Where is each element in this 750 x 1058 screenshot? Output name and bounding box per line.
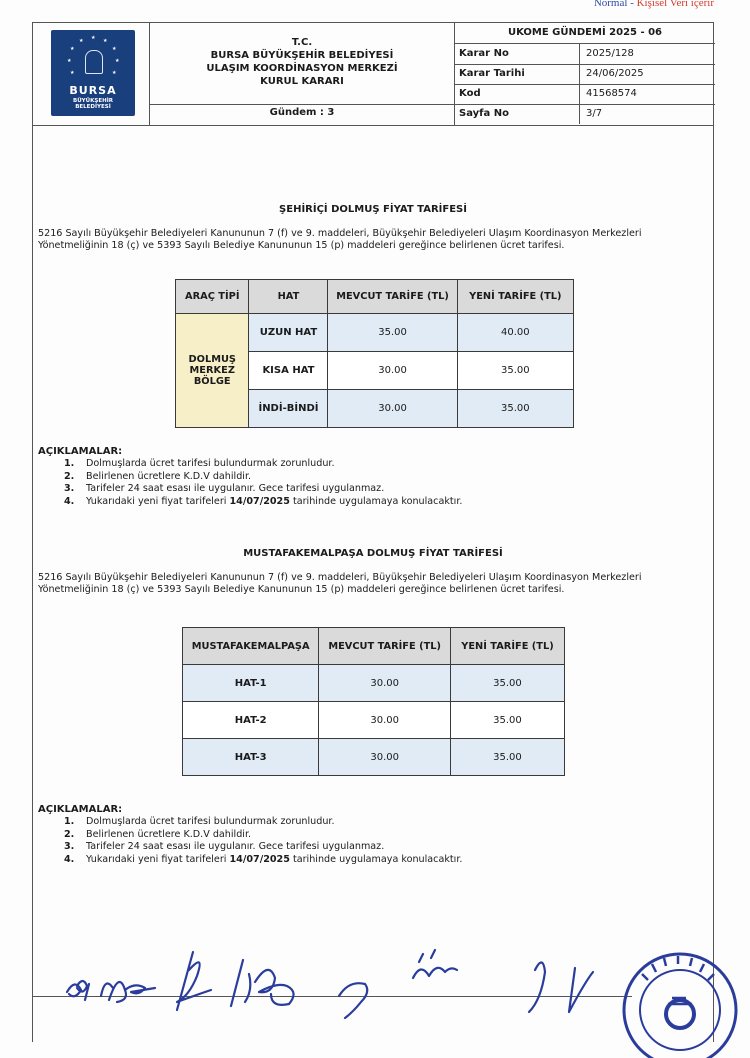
signature-1 [67, 981, 89, 1000]
new-fare-cell: 35.00 [457, 390, 573, 428]
list-item: 4. Yukarıdaki yeni fiyat tarifeleri 14/07/2025 tarihinde uygulamaya konulacaktır. [64, 495, 463, 507]
list-item: 4. Yukarıdaki yeni fiyat tarifeleri 14/07/2025 tarihinde uygulamaya konulacaktır. [64, 853, 463, 865]
logo-cell [32, 22, 150, 125]
section2-notes-title: AÇIKLAMALAR: [38, 804, 123, 815]
table-header-row [183, 628, 565, 665]
list-item: 2. Belirlenen ücretlere K.D.V dahildir. [64, 828, 252, 840]
current-fare-cell: 30.00 [319, 739, 451, 776]
table-header: MEVCUT TARİFE (TL) [328, 280, 457, 314]
section1-notes-title: AÇIKLAMALAR: [38, 446, 123, 457]
new-fare-cell: 35.00 [450, 739, 564, 776]
meta-row-karar-no: Karar No 2025/128 [455, 44, 715, 65]
line-name-cell: İNDİ-BİNDİ [249, 390, 328, 428]
current-fare-cell: 30.00 [328, 390, 457, 428]
signature-7 [529, 962, 545, 1012]
new-fare-cell: 40.00 [457, 314, 573, 352]
new-fare-cell: 35.00 [457, 352, 573, 390]
classification-normal: Normal [593, 0, 628, 9]
mustafakemalpasa-tariff-table [182, 627, 565, 776]
signature-5 [339, 983, 367, 1018]
current-fare-cell: 35.00 [328, 314, 457, 352]
meta-title: UKOME GÜNDEMİ 2025 - 06 [455, 22, 715, 44]
table-header-row [176, 280, 574, 314]
section1-notes-list [64, 458, 462, 508]
signature-2 [101, 982, 155, 1002]
gundem-label: Gündem : 3 [269, 107, 335, 118]
line-name-cell: HAT-1 [183, 665, 319, 702]
line-name-cell: HAT-2 [183, 702, 319, 739]
bursa-logo: ★ ★ ★ ★ ★ ★ ★ ★ ★ BURSA BÜYÜKŞEHİR BELEDİYESİ [51, 30, 135, 116]
section1-paragraph: 5216 Sayılı Büyükşehir Belediyeleri Kanununun 7 (f) ve 9. maddeleri, Büyükşehir Belediyeleri Ulaşım Koordinasyon Merkezleri Yönetmeliğinin 18 (ç) ve 5393 Sayılı Belediye Kanununun 15 (p) maddeleri gereğince belirlenen ücret tarifesi. [38, 228, 642, 251]
section2-title: MUSTAFAKEMALPAŞA DOLMUŞ FİYAT TARİFESİ [243, 548, 503, 559]
list-item: 3. Tarifeler 24 saat esası ile uygulanır. Gece tarifesi uygulanmaz. [64, 483, 385, 494]
current-fare-cell: 30.00 [319, 702, 451, 739]
line-name-cell: UZUN HAT [249, 314, 328, 352]
meta-row-karar-tarihi: Karar Tarihi 24/06/2025 [455, 64, 715, 85]
meta-row-sayfa-no: Sayfa No 3/7 [455, 104, 715, 124]
section2-paragraph: 5216 Sayılı Büyükşehir Belediyeleri Kanununun 7 (f) ve 9. maddeleri, Büyükşehir Belediyeleri Ulaşım Koordinasyon Merkezleri Yönetmeliğinin 18 (ç) ve 5393 Sayılı Belediye Kanununun 15 (p) maddeleri gereğince belirlenen ücret tarifesi. [38, 572, 642, 595]
table-row [183, 739, 565, 776]
sehirici-tariff-table [175, 279, 574, 428]
table-header: MEVCUT TARİFE (TL) [319, 628, 451, 665]
line-name-cell: HAT-3 [183, 739, 319, 776]
list-item: 1. Dolmuşlarda ücret tarifesi bulundurmak zorunludur. [64, 816, 335, 827]
table-header: YENİ TARİFE (TL) [457, 280, 573, 314]
current-fare-cell: 30.00 [319, 665, 451, 702]
logo-emblem-icon [85, 50, 103, 74]
table-row [183, 665, 565, 702]
header-title-cell [150, 22, 454, 125]
logo-subtext: BÜYÜKŞEHİR BELEDİYESİ [73, 98, 113, 110]
table-header: YENİ TARİFE (TL) [450, 628, 564, 665]
table-header: ARAÇ TİPİ [176, 280, 249, 314]
list-item: 3. Tarifeler 24 saat esası ile uygulanır. Gece tarifesi uygulanmaz. [64, 841, 385, 852]
vehicle-type-cell: DOLMUŞ MERKEZ BÖLGE [176, 314, 249, 428]
signature-8 [569, 968, 593, 1012]
new-fare-cell: 35.00 [450, 665, 564, 702]
table-header: MUSTAFAKEMALPAŞA [183, 628, 319, 665]
current-fare-cell: 30.00 [328, 352, 457, 390]
signatures [55, 930, 615, 1020]
table-row [183, 702, 565, 739]
header-title: T.C. BURSA BÜYÜKŞEHİR BELEDİYESİ ULAŞIM KOORDİNASYON MERKEZİ KURUL KARARI [206, 37, 398, 87]
classification-separator: - [627, 0, 637, 9]
section2-notes-list [64, 816, 462, 866]
table-row [176, 314, 574, 352]
signature-6 [413, 950, 457, 978]
signature-3 [177, 952, 211, 1010]
meta-row-kod: Kod 41568574 [455, 84, 715, 105]
new-fare-cell: 35.00 [450, 702, 564, 739]
section1-title: ŞEHİRİÇİ DOLMUŞ FİYAT TARİFESİ [279, 204, 467, 215]
signature-4 [231, 960, 294, 1006]
list-item: 2. Belirlenen ücretlere K.D.V dahildir. [64, 470, 252, 482]
table-header: HAT [249, 280, 328, 314]
list-item: 1. Dolmuşlarda ücret tarifesi bulundurmak zorunludur. [64, 458, 335, 469]
meta-table [454, 22, 715, 125]
page-border [32, 22, 714, 1042]
official-stamp [612, 938, 742, 1058]
logo-text: BURSA [69, 84, 117, 97]
classification-personal: Kişisel Veri içerir [636, 0, 714, 9]
line-name-cell: KISA HAT [249, 352, 328, 390]
document-header [32, 22, 714, 126]
classification-label [594, 0, 714, 9]
